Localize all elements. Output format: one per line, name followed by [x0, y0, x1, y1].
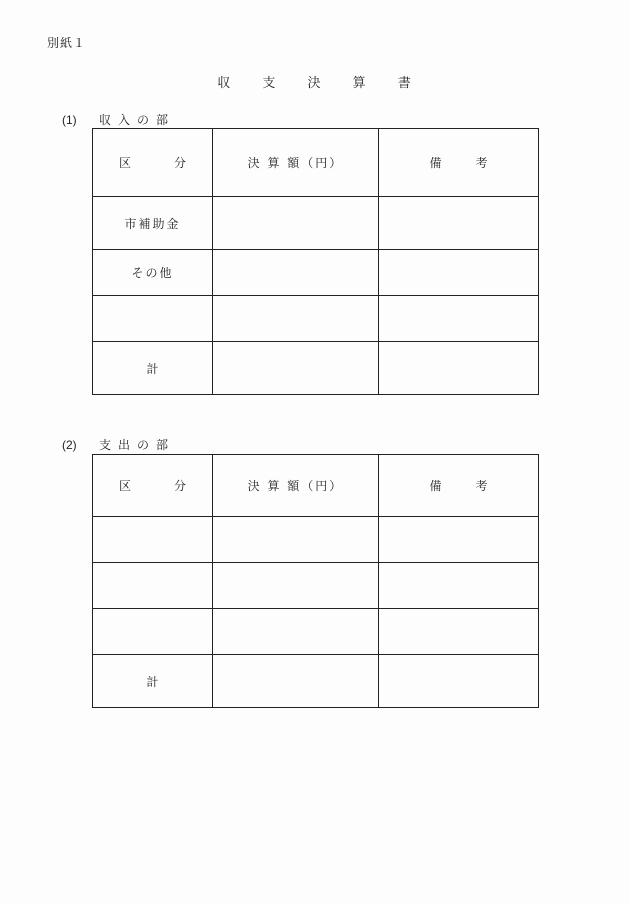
total-row [93, 655, 539, 708]
row-category: その他 [131, 266, 174, 280]
total-row [93, 342, 539, 395]
header-remarks-char-1: 備 [429, 479, 442, 493]
income-section-label: 収入の部 [99, 113, 176, 127]
row-category-cell[interactable] [93, 609, 213, 655]
total-remarks-cell[interactable] [379, 342, 539, 395]
total-amount-cell[interactable] [213, 342, 379, 395]
row-remarks-cell[interactable] [379, 250, 539, 296]
income-table [92, 128, 539, 395]
expense-table [92, 454, 539, 708]
header-remarks-char-2: 考 [475, 479, 488, 493]
table-row [93, 250, 539, 296]
header-category [93, 455, 213, 517]
total-amount-cell[interactable] [213, 655, 379, 708]
income-section-heading [62, 111, 175, 128]
total-label: 計 [146, 361, 159, 376]
total-remarks-cell[interactable] [379, 655, 539, 708]
header-remarks [379, 129, 539, 197]
header-category-char-1: 区 [119, 156, 132, 170]
header-remarks-char-2: 考 [475, 156, 488, 170]
row-amount-cell[interactable] [213, 517, 379, 563]
row-category: 市補助金 [124, 216, 181, 231]
header-category-char-1: 区 [119, 479, 132, 493]
row-amount-cell[interactable] [213, 563, 379, 609]
header-amount-label: 決 算 額（円） [247, 479, 344, 493]
row-remarks-cell[interactable] [379, 517, 539, 563]
row-category-cell[interactable] [93, 250, 213, 296]
header-amount-label: 決 算 額（円） [247, 156, 344, 170]
header-category-char-2: 分 [173, 156, 186, 170]
header-amount [213, 455, 379, 517]
row-remarks-cell[interactable] [379, 563, 539, 609]
table-row [93, 197, 539, 250]
header-amount [213, 129, 379, 197]
row-category-cell[interactable] [93, 296, 213, 342]
expense-section-label: 支出の部 [99, 438, 176, 452]
row-category-cell[interactable] [93, 517, 213, 563]
table-row [93, 296, 539, 342]
header-category [93, 129, 213, 197]
total-label-cell [93, 342, 213, 395]
row-amount-cell[interactable] [213, 609, 379, 655]
expense-section-heading [62, 436, 175, 453]
row-remarks-cell[interactable] [379, 609, 539, 655]
annex-label: 別紙１ [47, 36, 87, 50]
row-remarks-cell[interactable] [379, 296, 539, 342]
row-remarks-cell[interactable] [379, 197, 539, 250]
header-remarks [379, 455, 539, 517]
table-row [93, 517, 539, 563]
header-category-char-2: 分 [173, 479, 186, 493]
expense-section-number: (2) [62, 437, 77, 452]
income-section-number: (1) [62, 112, 77, 127]
table-header-row [93, 455, 539, 517]
table-row [93, 563, 539, 609]
header-remarks-char-1: 備 [429, 156, 442, 170]
row-amount-cell[interactable] [213, 197, 379, 250]
total-label-cell [93, 655, 213, 708]
row-category-cell[interactable] [93, 197, 213, 250]
row-amount-cell[interactable] [213, 296, 379, 342]
table-header-row [93, 129, 539, 197]
total-label: 計 [146, 674, 159, 689]
table-row [93, 609, 539, 655]
row-category-cell[interactable] [93, 563, 213, 609]
row-amount-cell[interactable] [213, 250, 379, 296]
document-title: 収 支 決 算 書 [217, 76, 425, 91]
